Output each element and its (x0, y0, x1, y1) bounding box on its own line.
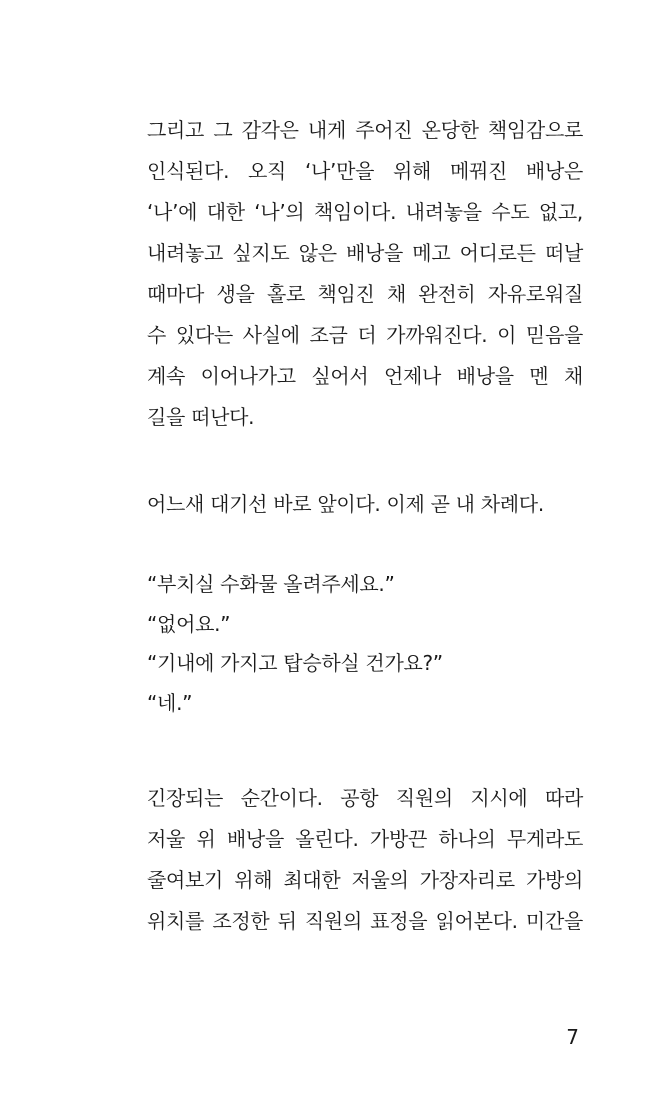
text-line: 내려놓고 싶지도 않은 배낭을 메고 어디로든 떠날 (147, 241, 583, 265)
text-line: 긴장되는 순간이다. 공항 직원의 지시에 따라 (147, 786, 583, 810)
text-line: 인식된다. 오직 ‘나’만을 위해 메꿔진 배낭은 (147, 159, 583, 183)
text-line: 어느새 대기선 바로 앞이다. 이제 곧 내 차례다. (147, 492, 544, 516)
text-line: 그리고 그 감각은 내게 주어진 온당한 책임감으로 (147, 118, 583, 142)
paragraph-scale-tension (147, 778, 583, 942)
dialogue-line: “네.” (147, 690, 193, 715)
page-number: 7 (566, 1025, 579, 1049)
dialogue-block (147, 565, 583, 723)
text-line: 줄여보기 위해 최대한 저울의 가장자리로 가방의 (147, 868, 583, 892)
text-line: 수 있다는 사실에 조금 더 가까워진다. 이 믿음을 (147, 323, 583, 347)
dialogue-line: “부치실 수화물 올려주세요.” (147, 572, 395, 596)
text-line: 위치를 조정한 뒤 직원의 표정을 읽어본다. 미간을 (147, 909, 583, 933)
paragraph-waiting-line (147, 484, 583, 525)
text-line: 때마다 생을 홀로 책임진 채 완전히 자유로워질 (147, 282, 583, 306)
dialogue-line: “없어요.” (147, 611, 231, 636)
text-line: 저울 위 배낭을 올린다. 가방끈 하나의 무게라도 (147, 827, 583, 851)
text-line: 길을 떠난다. (147, 405, 255, 429)
paragraph-backpack-responsibility (147, 110, 583, 438)
text-line: 계속 이어나가고 싶어서 언제나 배낭을 멘 채 (147, 364, 583, 388)
text-line: ‘나’에 대한 ‘나’의 책임이다. 내려놓을 수도 없고, (147, 200, 583, 224)
dialogue-line: “기내에 가지고 탑승하실 건가요?” (147, 651, 443, 675)
